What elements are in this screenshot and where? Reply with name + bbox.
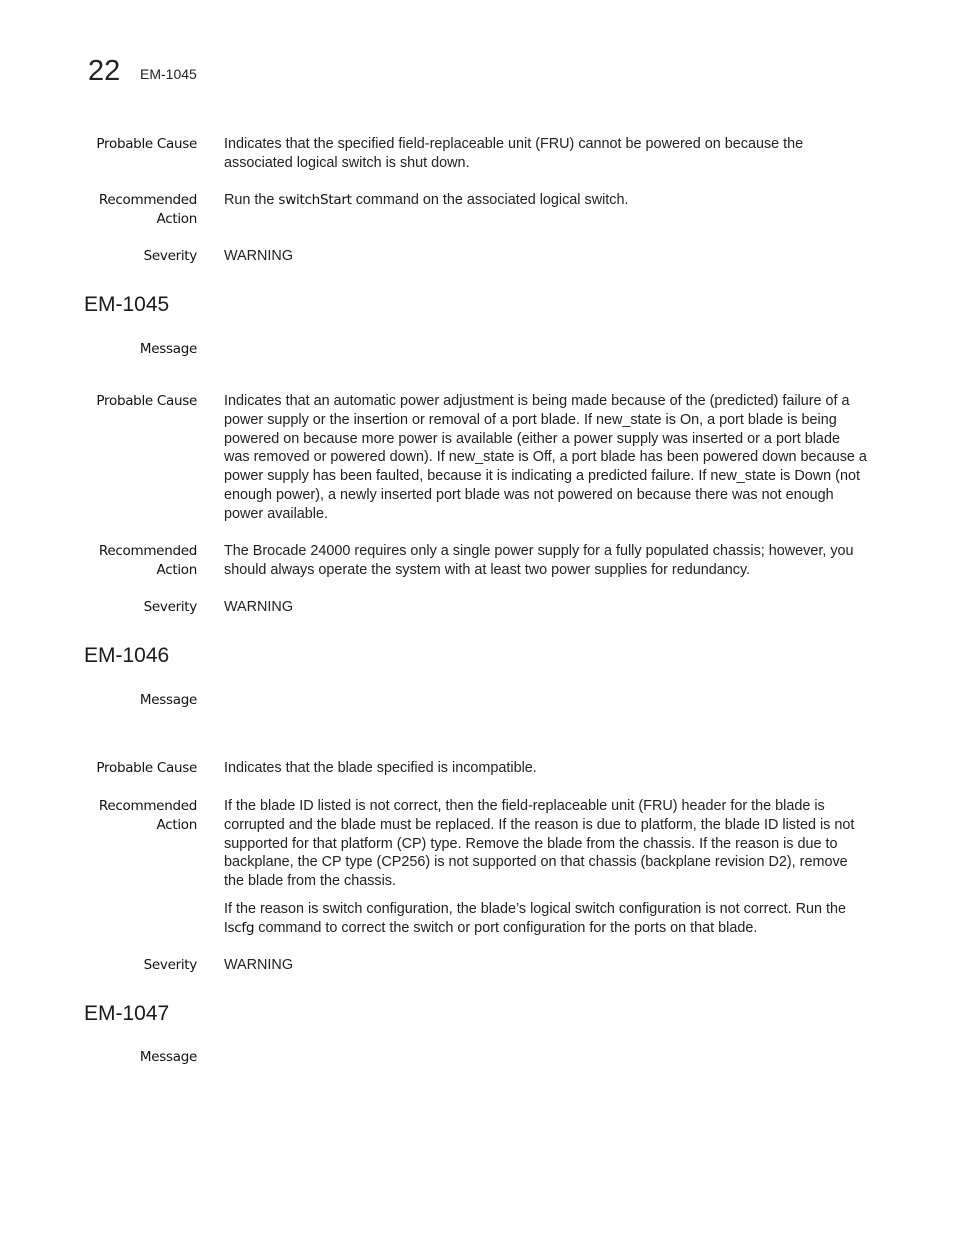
probable-cause-text: Indicates that the blade specified is incompatible.	[224, 760, 537, 776]
probable-cause-label: Probable Cause	[96, 136, 197, 152]
severity-value: WARNING	[224, 957, 294, 973]
chapter-number: 22	[88, 55, 121, 87]
recommended-action-label: Recommended Action	[98, 192, 197, 227]
severity-label: Severity	[143, 599, 197, 615]
message-label: Message	[139, 692, 197, 708]
recommended-action-text: The Brocade 24000 requires only a single power supply for a fully populated chassis; however, you should always operate the system with at least two power supplies for redundancy.	[224, 543, 854, 578]
section-title-em-1045: EM-1045	[84, 293, 170, 316]
message-label: Message	[139, 341, 197, 357]
command-name: lscfg	[224, 919, 255, 936]
probable-cause-label: Probable Cause	[96, 393, 197, 409]
recommended-action-text: Run the switchStart command on the associated logical switch.	[224, 192, 629, 208]
recommended-action-text-2: If the reason is switch configuration, the blade’s logical switch configuration is not correct. Run the lscfg command to correct the switch or port configuration for the ports on that blade.	[224, 901, 847, 936]
command-name: switchStart	[278, 192, 352, 208]
recommended-action-text: If the blade ID listed is not correct, then the field-replaceable unit (FRU) header for the blade is corrupted and the blade must be replaced. If the reason is due to platform, the blade ID listed is not supported for that platform (CP) type. Remove the blade from the chassis. If the reason is due to backplane, the CP type (CP256) is not supported on that chassis (backplane revision D2), remove the blade from the chassis.	[224, 798, 855, 890]
probable-cause-text: Indicates that an automatic power adjustment is being made because of the (predicted) failure of a power supply or the insertion or removal of a port blade. If new_state is On, a port blade is being powered on because more power is available (either a power supply was inserted or a port blade was removed or powered down). If new_state is Off, a port blade has been powered down because a power supply has been faulted, because it is indicating a predicted failure. If new_state is Down (not enough power), a newly inserted port blade was not powered on because there was not enough power available.	[224, 393, 867, 522]
message-label: Message	[139, 1049, 197, 1065]
severity-label: Severity	[143, 248, 197, 264]
probable-cause-label: Probable Cause	[96, 760, 197, 776]
recommended-action-label: Recommended Action	[98, 543, 197, 578]
severity-value: WARNING	[224, 599, 294, 615]
probable-cause-text: Indicates that the specified field-replaceable unit (FRU) cannot be powered on because the associated logical switch is shut down.	[224, 136, 804, 171]
section-title-em-1046: EM-1046	[84, 644, 170, 667]
running-header: EM-1045	[140, 66, 197, 82]
severity-label: Severity	[143, 957, 197, 973]
section-title-em-1047: EM-1047	[84, 1002, 170, 1025]
severity-value: WARNING	[224, 248, 294, 264]
recommended-action-label: Recommended Action	[98, 798, 197, 833]
